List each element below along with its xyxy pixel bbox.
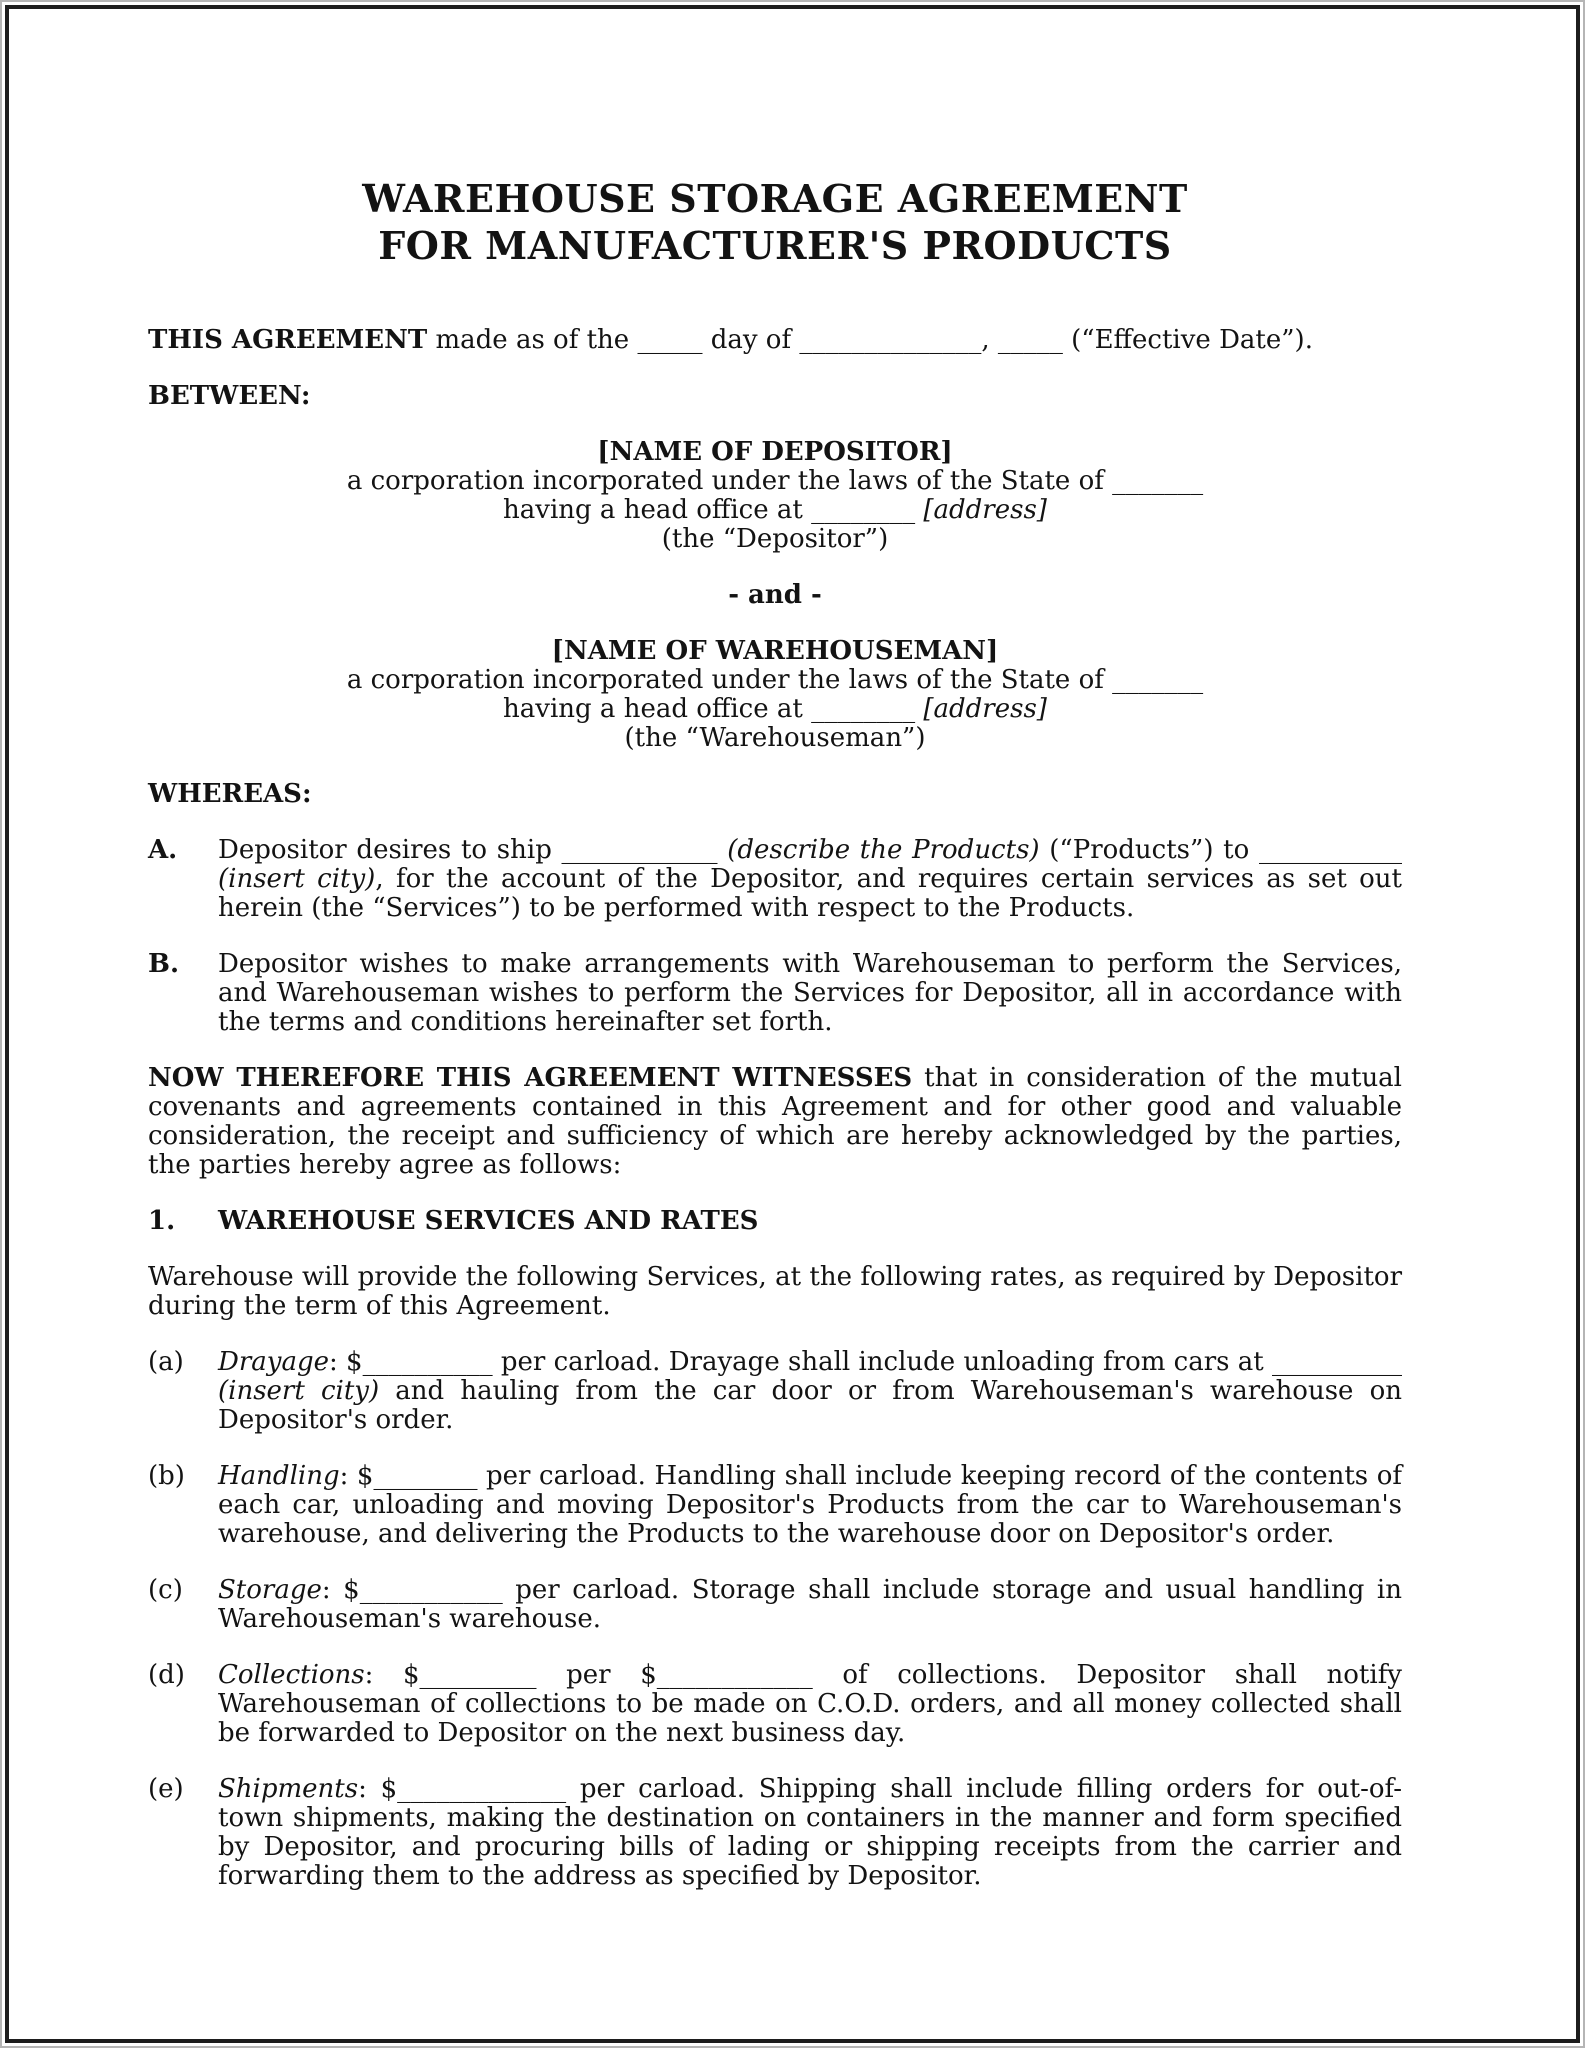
recital-a xyxy=(148,836,1402,923)
warehouseman-block xyxy=(148,637,1402,753)
opening-paragraph: THIS AGREEMENT made as of the _____ day of ______________, _____ (“Effective Date”). xyxy=(148,325,1313,355)
depositor-incorporation-line: a corporation incorporated under the laws of the State of _______ xyxy=(346,466,1204,496)
rate-item-b-label: (b) xyxy=(148,1461,185,1491)
between-label: BETWEEN: xyxy=(148,381,311,411)
warehouseman-office-line: having a head office at ________ [address] xyxy=(503,694,1047,724)
section-1-number: 1. xyxy=(148,1206,176,1236)
title-line-2: FOR MANUFACTURER'S PRODUCTS xyxy=(378,223,1172,268)
warehouseman-name: [NAME OF WAREHOUSEMAN] xyxy=(551,636,999,666)
rate-item-c-label: (c) xyxy=(148,1575,183,1605)
rate-item-e-text: Shipments: $_____________ per carload. Shipping shall include filling orders for out-of-town shipments, making the destination on containers in the manner and form specified by Depositor, and procuring bills of lading or shipping receipts from the carrier and forwarding them to the address as specified by Depositor. xyxy=(218,1774,1402,1891)
rate-item-b xyxy=(148,1462,1402,1549)
rate-item-c xyxy=(148,1576,1402,1634)
now-therefore-paragraph: NOW THEREFORE THIS AGREEMENT WITNESSES that in consideration of the mutual covenants and agreements contained in this Agreement and for other good and valuable consideration, the receipt and sufficiency of which are hereby acknowledged by the parties, the parties hereby agree as follows: xyxy=(148,1063,1402,1180)
depositor-office-line: having a head office at ________ [address] xyxy=(503,495,1047,525)
rate-item-e xyxy=(148,1775,1402,1891)
warehouseman-alias-line: (the “Warehouseman”) xyxy=(624,723,926,753)
recital-a-label: A. xyxy=(148,835,178,865)
rate-item-a-label: (a) xyxy=(148,1347,184,1377)
depositor-block xyxy=(148,438,1402,554)
rate-item-b-text: Handling: $________ per carload. Handling shall include keeping record of the contents of each car, unloading and moving Depositor's Products from the car to Warehouseman's warehouse, and delivering the Products to the warehouse door on Depositor's order. xyxy=(218,1461,1402,1549)
warehouseman-incorporation-line: a corporation incorporated under the laws of the State of _______ xyxy=(346,665,1204,695)
depositor-alias-line: (the “Depositor”) xyxy=(661,524,889,554)
and-separator: - and - xyxy=(728,580,822,610)
recital-b-text: Depositor wishes to make arrangements with Warehouseman to perform the Services, and Warehouseman wishes to perform the Services for Depositor, all in accordance with the terms and conditions hereinafter set forth. xyxy=(218,949,1402,1037)
rate-item-e-label: (e) xyxy=(148,1774,184,1804)
rate-item-d-label: (d) xyxy=(148,1660,185,1690)
document-content xyxy=(148,0,1402,1891)
section-1-heading: WAREHOUSE SERVICES AND RATES xyxy=(218,1206,759,1236)
section-1-intro: Warehouse will provide the following Services, at the following rates, as required by Depositor during the term of this Agreement. xyxy=(148,1262,1402,1321)
whereas-label: WHEREAS: xyxy=(148,779,312,809)
title-line-1: WAREHOUSE STORAGE AGREEMENT xyxy=(362,176,1188,221)
depositor-name: [NAME OF DEPOSITOR] xyxy=(597,437,953,467)
document-title xyxy=(148,175,1402,269)
rate-item-d xyxy=(148,1661,1402,1748)
rate-item-a xyxy=(148,1348,1402,1435)
section-1-heading-row xyxy=(148,1207,1402,1236)
rate-item-d-text: Collections: $_________ per $____________ of collections. Depositor shall notify Warehouseman of collections to be made on C.O.D. orders, and all money collected shall be forwarded to Depositor on the next business day. xyxy=(218,1660,1402,1748)
recital-a-text: Depositor desires to ship ____________ (describe the Products) (“Products”) to ___________ (insert city), for the account of the Depositor, and requires certain services as set out herein (the “Services”) to be performed with respect to the Products. xyxy=(218,835,1402,923)
rate-item-a-text: Drayage: $__________ per carload. Drayage shall include unloading from cars at __________ (insert city) and hauling from the car door or from Warehouseman's warehouse on Depositor's order. xyxy=(218,1347,1403,1435)
recital-b xyxy=(148,950,1402,1037)
recital-b-label: B. xyxy=(148,949,180,979)
rate-item-c-text: Storage: $___________ per carload. Storage shall include storage and usual handling in Warehouseman's warehouse. xyxy=(218,1575,1402,1634)
